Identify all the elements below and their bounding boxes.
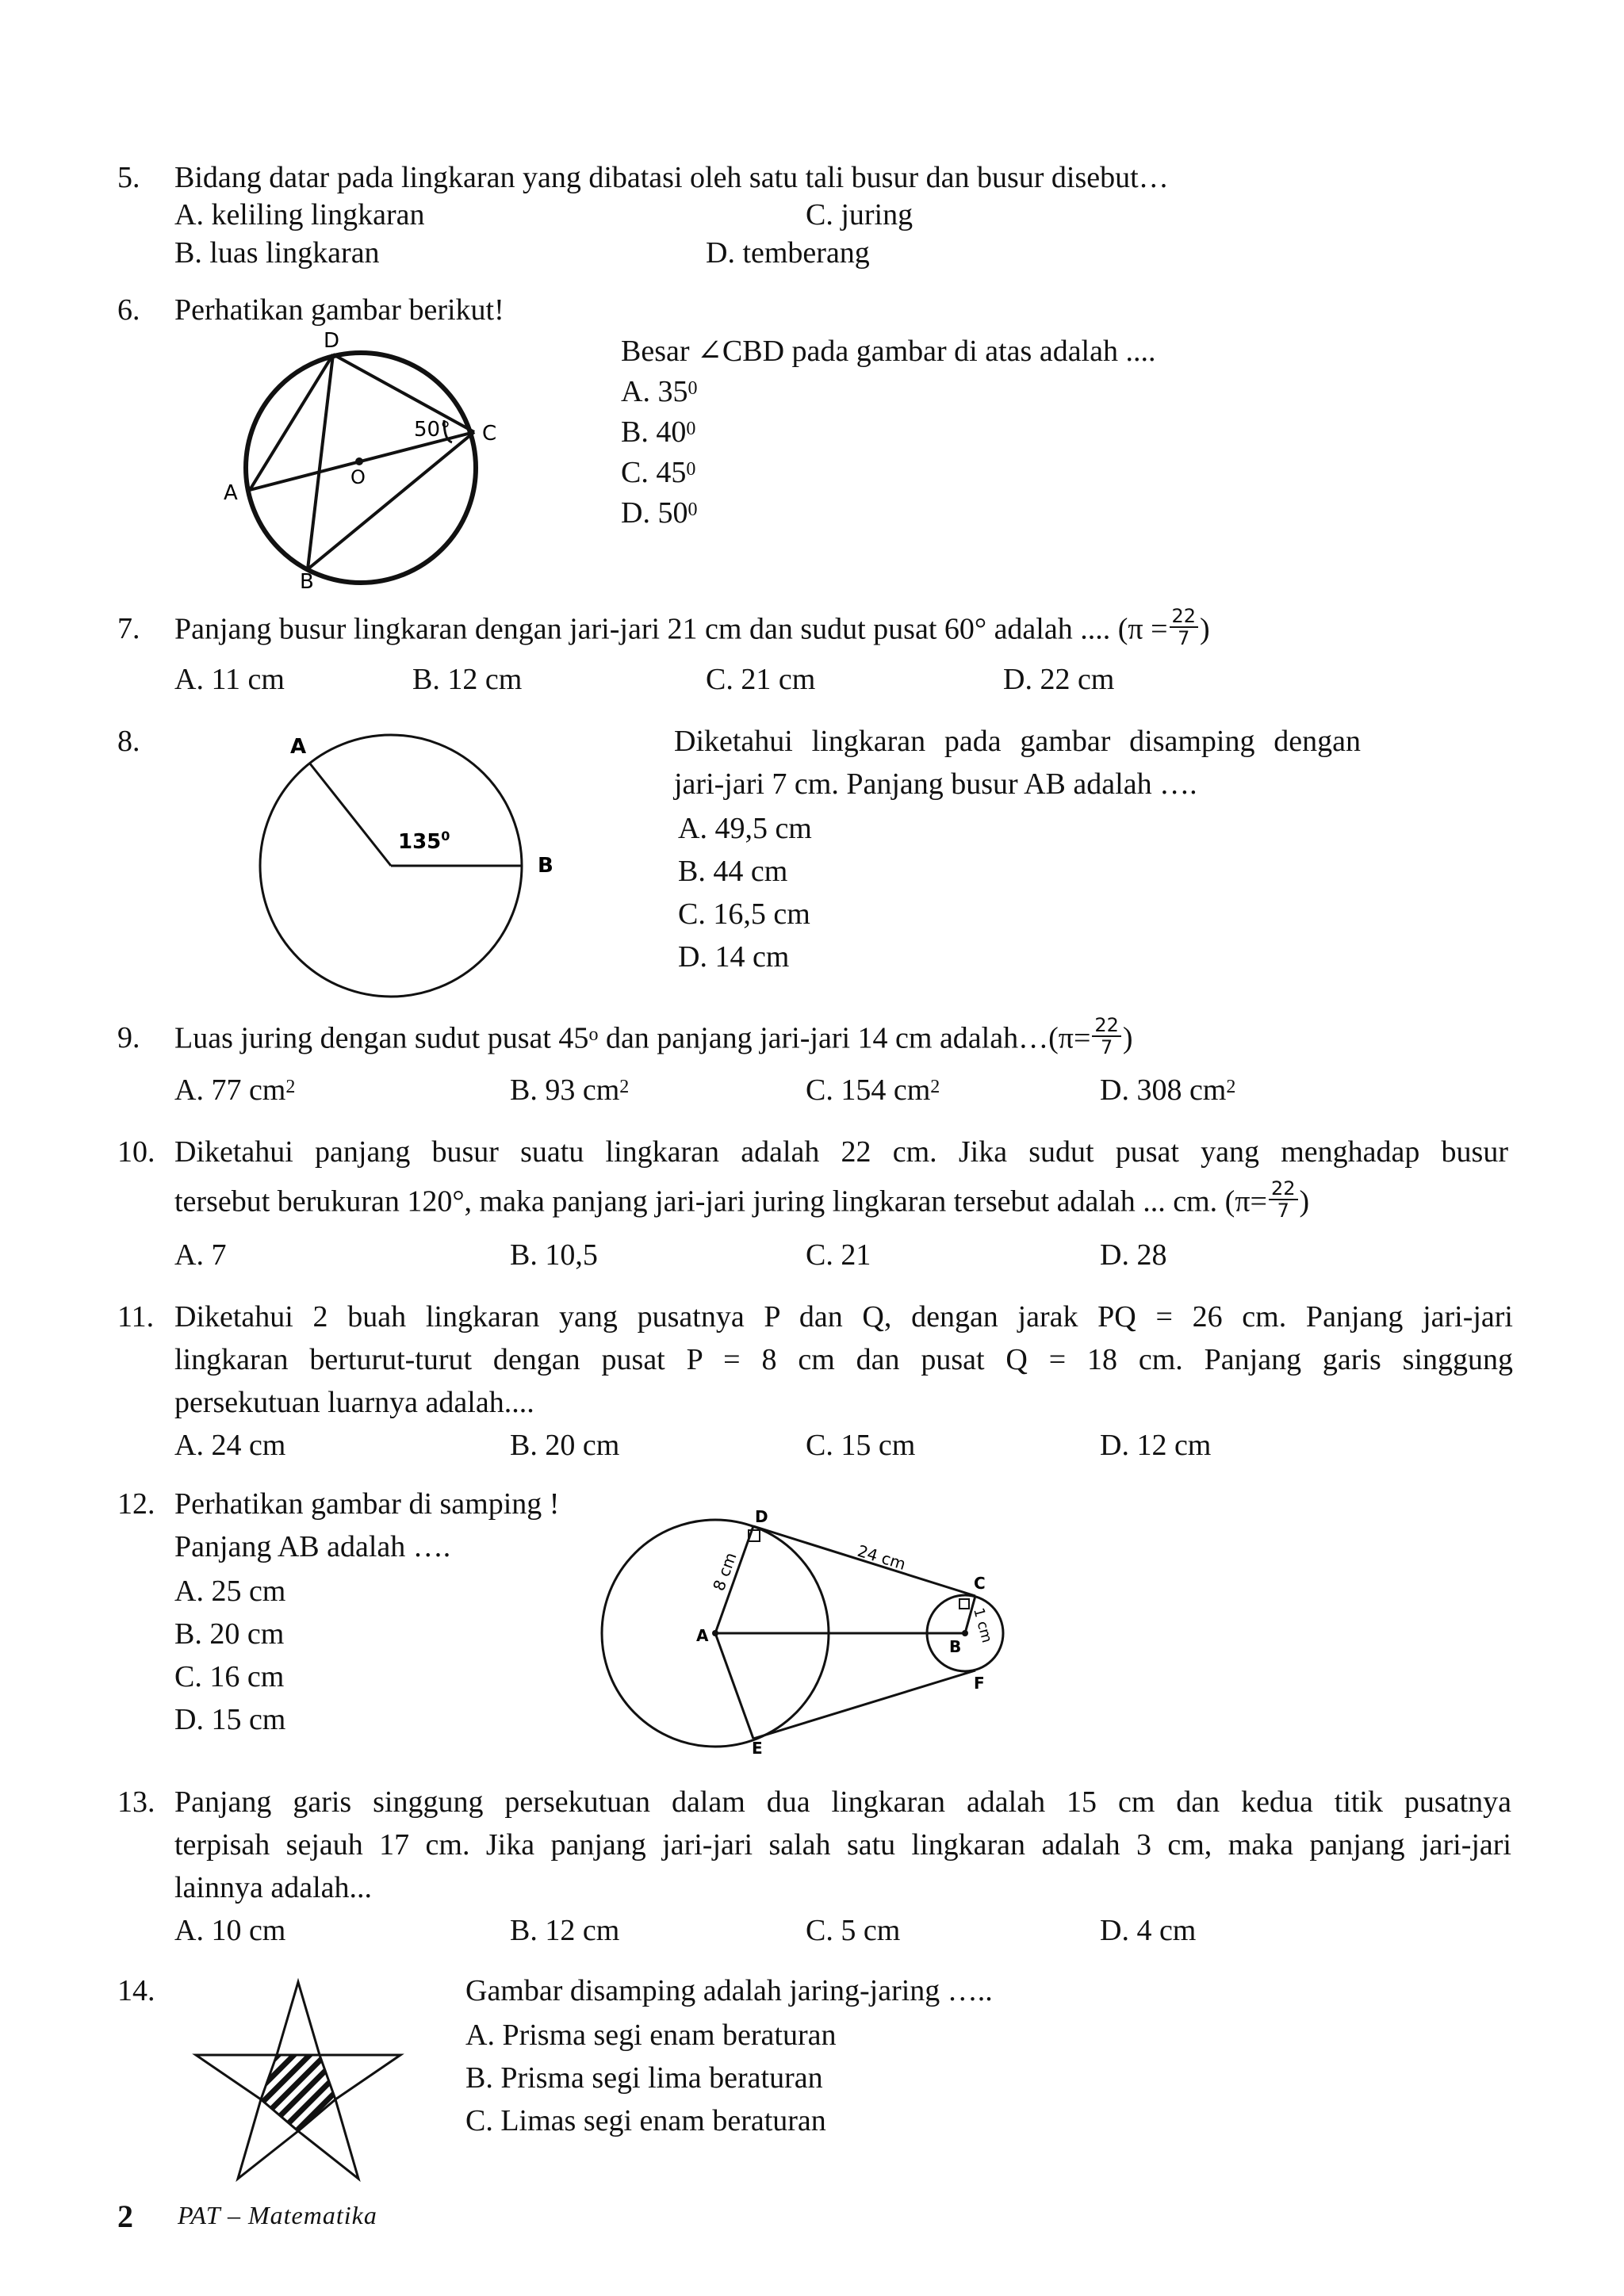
q9-option-a: A. 77 $cm^2$ bbox=[174, 1073, 296, 1107]
q6-label-b: B bbox=[300, 570, 314, 594]
q8-label-a: A bbox=[290, 735, 307, 759]
q12-label-bc: 1 cm bbox=[970, 1605, 996, 1645]
q6-number: 6. bbox=[117, 293, 140, 327]
q8-circle-figure bbox=[262, 729, 579, 991]
q5-text: Bidang datar pada lingkaran yang dibatasi oleh satu tali busur dan busur disebut… bbox=[174, 161, 1169, 194]
q14-option-b: B. Prisma segi lima beraturan bbox=[465, 2061, 823, 2095]
q7-option-c: C. 21 cm bbox=[706, 663, 816, 696]
q8-option-b: B. 44 cm bbox=[678, 855, 788, 888]
q10-text-line1: Diketahui panjang busur suatu lingkaran adalah 22 cm. Jika sudut pusat yang menghadap busur bbox=[174, 1135, 1508, 1169]
q13-text-line1: Panjang garis singgung persekutuan dalam dua lingkaran adalah 15 cm dan kedua titik pusatnya bbox=[174, 1785, 1511, 1819]
q6-question: Besar ∠CBD pada gambar di atas adalah .... bbox=[621, 335, 1156, 368]
q14-text: Gambar disamping adalah jaring-jaring ….. bbox=[465, 1974, 993, 2007]
pi-fraction: $\frac{22}{7}$ bbox=[1269, 1178, 1298, 1221]
q7-text: Panjang busur lingkaran dengan jari-jari 21 cm dan sudut pusat 60° adalah .... (π = $\frac{22}{7}$ ) bbox=[174, 605, 1210, 649]
q6-label-o: O bbox=[350, 466, 366, 488]
q5-option-a: A. keliling lingkaran bbox=[174, 198, 425, 232]
q13-option-d: D. 4 cm bbox=[1100, 1914, 1197, 1947]
q10-number: 10. bbox=[117, 1135, 155, 1169]
q6-option-d: D. $50^0$ bbox=[621, 496, 698, 530]
q12-option-b: B. 20 cm bbox=[174, 1617, 285, 1651]
q11-option-b: B. 20 cm bbox=[510, 1429, 620, 1462]
q12-text-line2: Panjang AB adalah …. bbox=[174, 1530, 451, 1563]
q6-circle-figure bbox=[214, 329, 500, 594]
q8-option-c: C. 16,5 cm bbox=[678, 897, 810, 931]
q11-text-line2: lingkaran berturut-turut dengan pusat P = 8 cm dan pusat Q = 18 cm. Panjang garis singgung bbox=[174, 1343, 1513, 1376]
angle-icon: ∠ bbox=[697, 335, 722, 368]
q9-option-c: C. 154 $cm^2$ bbox=[806, 1073, 940, 1107]
q12-option-c: C. 16 cm bbox=[174, 1660, 285, 1693]
q8-label-b: B bbox=[538, 854, 553, 878]
q6-angle-label: 50° bbox=[414, 418, 451, 442]
q6-text: Perhatikan gambar berikut! bbox=[174, 293, 504, 327]
q10-option-b: B. 10,5 bbox=[510, 1238, 598, 1272]
q8-number: 8. bbox=[117, 725, 140, 758]
q11-text-line3: persekutuan luarnya adalah.... bbox=[174, 1386, 534, 1419]
q9-text: Luas juring dengan sudut pusat 45$^o$ dan panjang jari-jari 14 cm adalah…(π= $\frac{22}{7}$ ) bbox=[174, 1014, 1133, 1058]
q6-option-b: B. $40^0$ bbox=[621, 415, 696, 449]
q11-option-d: D. 12 cm bbox=[1100, 1429, 1212, 1462]
q11-text-line1: Diketahui 2 buah lingkaran yang pusatnya P dan Q, dengan jarak PQ = 26 cm. Panjang jari-jari bbox=[174, 1300, 1513, 1334]
q5-number: 5. bbox=[117, 161, 140, 194]
q12-label-dc: 24 cm bbox=[855, 1540, 909, 1574]
q8-text-line1: Diketahui lingkaran pada gambar disamping dengan bbox=[674, 725, 1361, 758]
q5-option-c: C. juring bbox=[806, 198, 914, 232]
q13-option-c: C. 5 cm bbox=[806, 1914, 901, 1947]
q12-label-b: B bbox=[949, 1637, 962, 1656]
q10-option-c: C. 21 bbox=[806, 1238, 871, 1272]
q12-option-d: D. 15 cm bbox=[174, 1703, 286, 1736]
page-number: 2 bbox=[117, 2198, 133, 2234]
q7-option-a: A. 11 cm bbox=[174, 663, 285, 696]
q13-option-b: B. 12 cm bbox=[510, 1914, 620, 1947]
q14-number: 14. bbox=[117, 1974, 155, 2007]
q5-option-d: D. temberang bbox=[706, 236, 870, 270]
q6-option-c: C. $45^0$ bbox=[621, 456, 696, 489]
q12-label-e: E bbox=[752, 1739, 763, 1758]
q12-label-a: A bbox=[696, 1626, 709, 1645]
q14-star-net-figure bbox=[190, 1982, 412, 2188]
q14-option-c: C. Limas segi enam beraturan bbox=[465, 2104, 826, 2137]
q13-text-line2: terpisah sejauh 17 cm. Jika panjang jari-jari salah satu lingkaran adalah 3 cm, maka panjang jari-jari bbox=[174, 1828, 1511, 1862]
q14-option-a: A. Prisma segi enam beraturan bbox=[465, 2019, 837, 2052]
q6-label-d: D bbox=[324, 329, 340, 353]
q7-option-b: B. 12 cm bbox=[412, 663, 523, 696]
q9-option-b: B. 93 $cm^2$ bbox=[510, 1073, 630, 1107]
q10-option-d: D. 28 bbox=[1100, 1238, 1167, 1272]
q6-label-a: A bbox=[224, 481, 238, 505]
q12-text-line1: Perhatikan gambar di samping ! bbox=[174, 1487, 560, 1521]
q12-tangent-figure bbox=[587, 1506, 1031, 1768]
q12-label-c: C bbox=[974, 1574, 986, 1593]
q12-option-a: A. 25 cm bbox=[174, 1575, 286, 1608]
q7-option-d: D. 22 cm bbox=[1003, 663, 1115, 696]
q5-option-b: B. luas lingkaran bbox=[174, 236, 380, 270]
footer-title: PAT – Matematika bbox=[178, 2201, 377, 2229]
q8-option-a: A. 49,5 cm bbox=[678, 812, 812, 845]
q8-angle-label: $135^0$ bbox=[398, 828, 450, 854]
q12-number: 12. bbox=[117, 1487, 155, 1521]
q11-option-a: A. 24 cm bbox=[174, 1429, 286, 1462]
q13-text-line3: lainnya adalah... bbox=[174, 1871, 373, 1904]
q8-option-d: D. 14 cm bbox=[678, 940, 790, 974]
q8-text-line2: jari-jari 7 cm. Panjang busur AB adalah …. bbox=[674, 767, 1197, 801]
pi-fraction: $\frac{22}{7}$ bbox=[1170, 606, 1199, 649]
q11-number: 11. bbox=[117, 1300, 155, 1334]
q12-label-ad: 8 cm bbox=[709, 1549, 741, 1594]
q10-option-a: A. 7 bbox=[174, 1238, 227, 1272]
q7-number: 7. bbox=[117, 612, 140, 645]
q13-number: 13. bbox=[117, 1785, 155, 1819]
pi-fraction: $\frac{22}{7}$ bbox=[1092, 1015, 1121, 1058]
q11-option-c: C. 15 cm bbox=[806, 1429, 916, 1462]
q9-number: 9. bbox=[117, 1021, 140, 1054]
q12-label-d: D bbox=[755, 1507, 768, 1526]
q12-label-f: F bbox=[974, 1674, 985, 1693]
q10-text-line2: tersebut berukuran 120°, maka panjang jari-jari juring lingkaran tersebut adalah ... cm. (π= $\frac{22}{7}$ ) bbox=[174, 1177, 1310, 1222]
q6-label-c: C bbox=[482, 422, 497, 446]
q9-option-d: D. 308 $cm^2$ bbox=[1100, 1073, 1236, 1107]
q6-option-a: A. $35^0$ bbox=[621, 375, 698, 408]
q13-option-a: A. 10 cm bbox=[174, 1914, 286, 1947]
